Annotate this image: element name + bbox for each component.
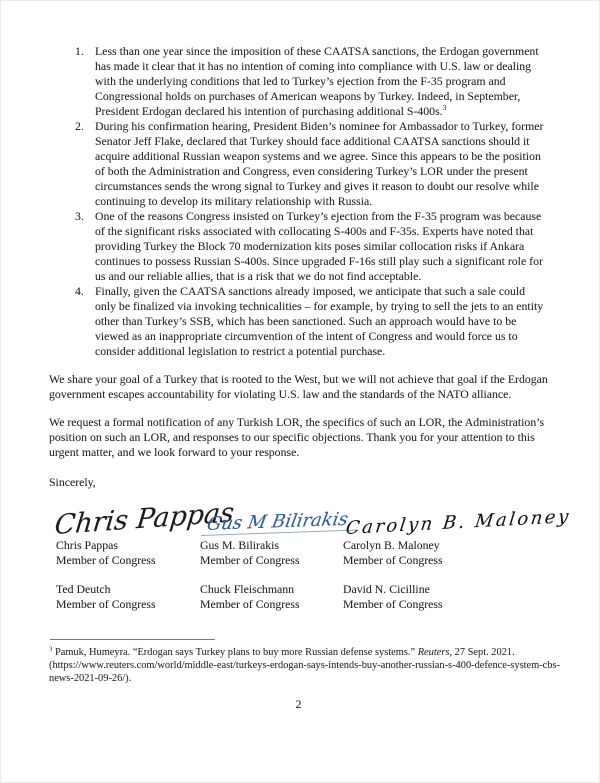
list-item-number: 1. — [75, 44, 84, 58]
signatory-name: Carolyn B. Maloney — [343, 538, 440, 552]
list-item-body: Less than one year since the imposition of these CAATSA sanctions, the Erdogan government has made it clear that it has no intention of coming into compliance with U.S. law or dealing with the underlying conditions that led to Turkey’s ejection from the F-35 program and Congressional holds on purchases of American weapons by Turkey. Indeed, in September, President Erdogan declared his intention of purchasing additional S-400s. — [95, 44, 539, 118]
list-item-number: 2. — [75, 119, 84, 133]
footnote-source-title: Reuters — [417, 647, 450, 658]
signature-cell — [53, 497, 236, 542]
list-item — [75, 284, 548, 359]
list-item-text — [95, 44, 548, 119]
signatory-row-1 — [56, 538, 548, 568]
numbered-list — [75, 44, 548, 359]
signatory-name: Ted Deutch — [56, 582, 111, 596]
signatory-title: Member of Congress — [200, 597, 300, 611]
footnote — [49, 646, 561, 685]
signatory — [200, 582, 343, 612]
closing-salutation: Sincerely, — [49, 475, 96, 489]
footnote-citation-url: , 27 Sept. 2021. (https://www.reuters.com/world/middle-east/turkeys-erdogan-says-intends-buy-another-russian-s-400-defence-system-cbs-news-2021-09-26/). — [49, 647, 560, 684]
signatory-title: Member of Congress — [343, 553, 443, 567]
signatory-title: Member of Congress — [343, 597, 443, 611]
signatory-title: Member of Congress — [200, 553, 300, 567]
page-number: 2 — [295, 697, 302, 711]
signatory-name: David N. Cicilline — [343, 582, 430, 596]
footnote-separator — [50, 639, 215, 640]
list-item — [75, 44, 548, 119]
signatory — [343, 538, 548, 568]
list-item-number: 4. — [75, 284, 84, 298]
list-item — [75, 119, 548, 209]
signatory — [200, 538, 343, 568]
signature-cell — [201, 508, 350, 538]
signatory — [56, 538, 200, 568]
list-item — [75, 209, 548, 284]
signatory-row-2 — [56, 582, 548, 612]
paragraph-goal: We share your goal of a Turkey that is rooted to the West, but we will not achieve that goal if the Erdogan government escapes accountability for violating U.S. law and the standards of the NATO alliance. — [49, 372, 548, 401]
list-item-text: Finally, given the CAATSA sanctions already imposed, we anticipate that such a sale could only be finalized via invoking technicalities – for example, by trying to sell the jets to an entity other than Turkey’s SSB, which has been sanctioned. Such an approach would have to be viewed as an inappropriate circumvention of the intent of Congress and would force us to consider additional legislation to restrict a potential purchase. — [95, 284, 544, 358]
signatory-title: Member of Congress — [56, 553, 156, 567]
footnote-marker: 3 — [49, 645, 53, 653]
signature-chris-pappas: Chris Pappas — [53, 497, 236, 542]
signature-script-row — [53, 491, 572, 542]
paragraph-request: We request a formal notification of any Turkish LOR, the specifics of such an LOR, the Administration’s position on such an LOR, and responses to our specific objections. Thank you for your attention to this urgent matter, and we look forward to your response. — [49, 415, 545, 459]
signature-carolyn-maloney: Carolyn B. Maloney — [344, 506, 572, 540]
list-item-text: One of the reasons Congress insisted on Turkey’s ejection from the F-35 program was because of the significant risks associated with collocating S-400s and F-35s. Experts have noted that providing Turkey the Block 70 modernization kits poses similar collocation risks if Ankara continues to possess Russian S-400s. Since upgraded F-16s still play such a significant role for us and our reliable allies, that is a risk that we do not find acceptable. — [95, 209, 543, 283]
list-item-text: During his confirmation hearing, President Biden’s nominee for Ambassador to Turkey, former Senator Jeff Flake, declared that Turkey should face additional CAATSA sanctions should it acquire additional Russian weapon systems and we agree. Since this appears to be the position of both the Administration and Congress, even considering Turkey’s LOR under the present circumstances sends the wrong signal to Turkey and gives it reason to doubt our resolve while continuing to develop its military relationship with Russia. — [95, 119, 544, 208]
list-item-number: 3. — [75, 209, 84, 223]
signatory — [56, 582, 200, 612]
signatory — [343, 582, 548, 612]
signature-cell — [344, 506, 572, 540]
signatory-name: Chuck Fleischmann — [200, 582, 295, 596]
footnote-reference: 3 — [442, 103, 447, 113]
footnote-citation: Pamuk, Humeyra. “Erdogan says Turkey plans to buy more Russian defense systems.” — [54, 647, 418, 658]
signatory-name: Chris Pappas — [56, 538, 118, 552]
signatory-title: Member of Congress — [56, 597, 156, 611]
signatory-name: Gus M. Bilirakis — [200, 538, 279, 552]
signature-gus-bilirakis: Gus M Bilirakis — [201, 511, 361, 536]
